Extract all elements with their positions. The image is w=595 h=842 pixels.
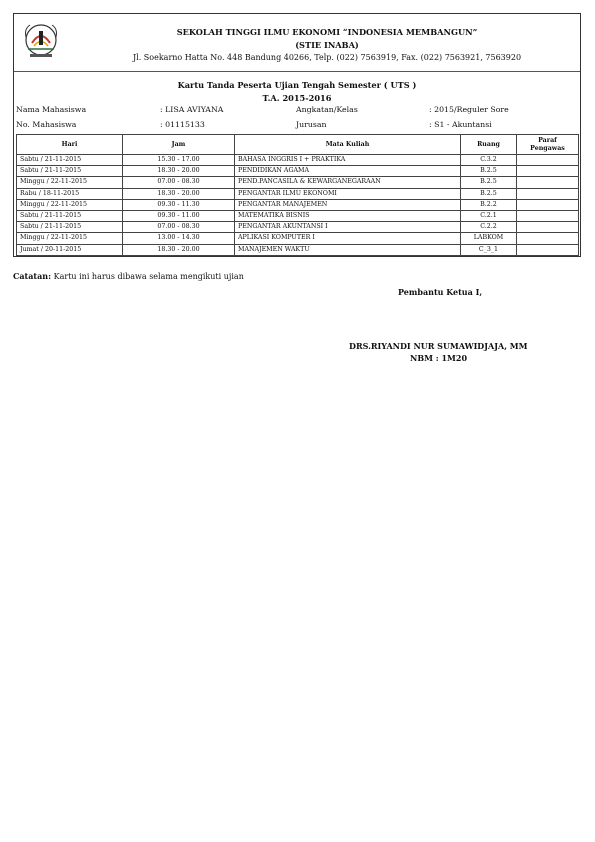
header-time: Jam (123, 135, 235, 155)
cell-room: LABKOM (461, 233, 517, 244)
note-label: Catatan: (13, 271, 52, 281)
exam-card-frame (13, 13, 581, 257)
cell-room: B.2.5 (461, 177, 517, 188)
exam-schedule-table (16, 134, 579, 256)
table-row (17, 155, 579, 166)
cell-time: 09.30 - 11.00 (123, 210, 235, 221)
cell-course: APLIKASI KOMPUTER I (235, 233, 461, 244)
cell-room: C.3.2 (461, 155, 517, 166)
cell-room: C_3_1 (461, 244, 517, 255)
cell-day: Rabu / 18-11-2015 (17, 188, 123, 199)
header-room: Ruang (461, 135, 517, 155)
cell-room: C.2.2 (461, 222, 517, 233)
cell-course: MATEMATIKA BISNIS (235, 210, 461, 221)
student-number-label: No. Mahasiswa (16, 120, 77, 129)
cell-day: Sabtu / 21-11-2015 (17, 222, 123, 233)
cell-course: BAHASA INGGRIS I + PRAKTIKA (235, 155, 461, 166)
header-course: Mata Kuliah (235, 135, 461, 155)
cell-room: B.2.5 (461, 188, 517, 199)
cell-day: Sabtu / 21-11-2015 (17, 166, 123, 177)
cell-course: PEND.PANCASILA & KEWARGANEGARAAN (235, 177, 461, 188)
cell-signature (517, 166, 579, 177)
student-name-label: Nama Mahasiswa (16, 105, 87, 114)
institution-name: SEKOLAH TINGGI ILMU EKONOMI “INDONESIA MEMBANGUN” (176, 27, 478, 37)
cell-course: PENGANTAR ILMU EKONOMI (235, 188, 461, 199)
cell-time: 18.30 - 20.00 (123, 244, 235, 255)
cell-signature (517, 155, 579, 166)
cell-room: B.2.5 (461, 166, 517, 177)
cell-signature (517, 210, 579, 221)
institution-abbreviation: (STIE INABA) (295, 40, 359, 50)
cell-course: MANAJEMEN WAKTU (235, 244, 461, 255)
cell-signature (517, 199, 579, 210)
cell-room: C.2.1 (461, 210, 517, 221)
cell-time: 09.30 - 11.30 (123, 199, 235, 210)
cell-room: B.2.2 (461, 199, 517, 210)
card-note (13, 271, 244, 281)
cell-time: 18.30 - 20.00 (123, 188, 235, 199)
card-title: Kartu Tanda Peserta Ujian Tengah Semester ( UTS ) (177, 80, 417, 90)
cell-day: Sabtu / 21-11-2015 (17, 155, 123, 166)
cell-day: Minggu / 22-11-2015 (17, 177, 123, 188)
cell-course: PENGANTAR AKUNTANSI I (235, 222, 461, 233)
cell-signature (517, 177, 579, 188)
academic-year: T.A. 2015-2016 (262, 93, 332, 103)
table-row (17, 244, 579, 255)
cell-time: 07.00 - 08.30 (123, 222, 235, 233)
signer-title: Pembantu Ketua I, (398, 287, 483, 297)
cell-signature (517, 244, 579, 255)
cell-signature (517, 222, 579, 233)
cell-course: PENDIDIKAN AGAMA (235, 166, 461, 177)
signer-id: NBM : 1M20 (410, 353, 468, 363)
class-label: Angkatan/Kelas (296, 105, 358, 114)
header-day: Hari (17, 135, 123, 155)
institution-address: Jl. Soekarno Hatta No. 448 Bandung 40266, Telp. (022) 7563919, Fax. (022) 7563921, 7563920 (132, 53, 522, 62)
student-number-value: : 01115133 (160, 120, 205, 129)
cell-time: 15.30 - 17.00 (123, 155, 235, 166)
major-label: Jurusan (296, 120, 327, 129)
table-header-row (17, 135, 579, 155)
cell-day: Minggu / 22-11-2015 (17, 233, 123, 244)
table-row (17, 222, 579, 233)
class-value: : 2015/Reguler Sore (429, 105, 509, 114)
table-row (17, 233, 579, 244)
cell-day: Jumat / 20-11-2015 (17, 244, 123, 255)
cell-day: Sabtu / 21-11-2015 (17, 210, 123, 221)
cell-time: 13.00 - 14.30 (123, 233, 235, 244)
student-name-value: : LISA AVIYANA (160, 105, 224, 114)
cell-signature (517, 188, 579, 199)
table-row (17, 188, 579, 199)
major-value: : S1 - Akuntansi (429, 120, 492, 129)
table-row (17, 210, 579, 221)
table-row (17, 199, 579, 210)
note-text: Kartu ini harus dibawa selama mengikuti ujian (51, 272, 244, 281)
table-row (17, 166, 579, 177)
table-row (17, 177, 579, 188)
letterhead (14, 14, 580, 72)
cell-time: 18.30 - 20.00 (123, 166, 235, 177)
signer-name: DRS.RIYANDI NUR SUMAWIDJAJA, MM (349, 341, 528, 351)
cell-time: 07.00 - 08.30 (123, 177, 235, 188)
cell-day: Minggu / 22-11-2015 (17, 199, 123, 210)
header-proctor-signature: Paraf Pengawas (517, 135, 579, 155)
cell-signature (517, 233, 579, 244)
cell-course: PENGANTAR MANAJEMEN (235, 199, 461, 210)
